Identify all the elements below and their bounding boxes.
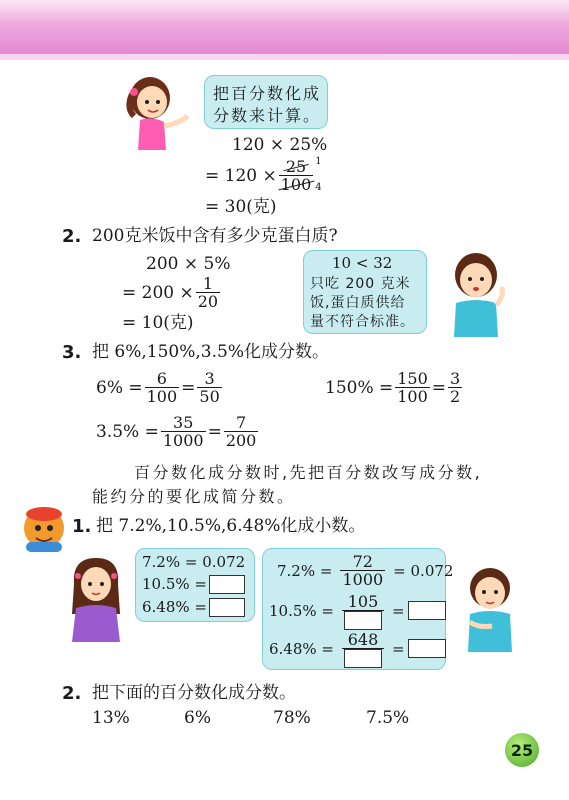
- ex1-question: 把 7.2%,10.5%,6.48%化成小数。: [96, 516, 366, 536]
- ex1-left-row2: [142, 574, 245, 594]
- exercise-mascot-icon: [20, 502, 68, 554]
- boy-student-illustration: [458, 562, 524, 654]
- rule-line-1: 百分数化成分数时,先把百分数改写成分数,: [134, 463, 483, 482]
- q3-eq1-f2d: 50: [199, 387, 220, 406]
- calc1-fraction: [279, 158, 314, 193]
- calc1-line2: [205, 155, 322, 194]
- ex1-right-row2-frac: [342, 593, 384, 628]
- q3-eq2-f2d: 2: [450, 387, 461, 406]
- ex1-right-row1-num: 72: [352, 552, 373, 571]
- hint-line-2: 分数来计算。: [213, 106, 322, 125]
- q2-bubble-line3: 饭,蛋白质供给: [310, 295, 406, 311]
- ex1-left-bubble: [135, 548, 255, 622]
- ex1-right-row2-lhs: 10.5% =: [269, 601, 334, 620]
- answer-box[interactable]: [408, 639, 446, 658]
- q3-eq1-f1n: 6: [156, 369, 167, 388]
- calc1-num: 25: [285, 157, 307, 176]
- answer-box[interactable]: [344, 611, 382, 630]
- ex1-right-row3: [269, 631, 446, 666]
- q3-eq1-frac2: [197, 370, 221, 405]
- ex2-item: 13%: [92, 708, 130, 728]
- girl-student-illustration: [64, 554, 128, 644]
- q2-question: 200克米饭中含有多少克蛋白质?: [92, 226, 338, 246]
- q3-eq3-frac1: [161, 414, 206, 449]
- q3-eq1-frac1: [145, 370, 180, 405]
- calc1-den: 100: [280, 175, 312, 194]
- hint-bubble-top: [204, 75, 328, 129]
- ex1-left-row2-lhs: 10.5% =: [142, 575, 207, 593]
- q3-eq3: [96, 414, 260, 449]
- ex2-item: 6%: [184, 708, 211, 728]
- ex1-number: 1.: [72, 516, 92, 537]
- boy-illustration: [438, 245, 516, 343]
- ex1-right-row1-frac: [340, 553, 385, 588]
- q2-line1: 200 × 5%: [146, 254, 231, 274]
- q2-num: 1: [202, 274, 214, 293]
- q3-eq3-lhs: 3.5% =: [96, 421, 159, 442]
- ex1-right-row2: [269, 593, 446, 628]
- q3-eq2-eq: =: [431, 377, 447, 398]
- q2-line2-prefix: = 200 ×: [122, 282, 194, 303]
- ex1-right-row3-lhs: 6.48% =: [269, 639, 334, 658]
- q2-hint-bubble: [303, 250, 427, 334]
- q3-eq2-frac1: [395, 370, 430, 405]
- ex1-right-row2-eq: =: [392, 601, 405, 620]
- q3-eq3-f2n: 7: [235, 413, 247, 432]
- q2-bubble-line1: 10 < 32: [332, 254, 393, 272]
- answer-box[interactable]: [344, 649, 382, 668]
- header-shine: [0, 0, 569, 22]
- ex1-right-row3-eq: =: [392, 639, 405, 658]
- page-header-band: [0, 0, 569, 60]
- ex1-right-row1-lhs: 7.2% =: [277, 561, 333, 580]
- ex2-item: 78%: [273, 708, 311, 728]
- page-number-badge: 25: [505, 733, 539, 767]
- ex1-left-row3: [142, 597, 245, 617]
- answer-box[interactable]: [209, 575, 245, 594]
- girl-illustration: [118, 72, 202, 156]
- q3-eq2-f2n: 3: [450, 369, 461, 388]
- ex1-right-row3-frac: [342, 631, 384, 666]
- q2-fraction: [196, 275, 220, 310]
- q3-eq3-frac2: [224, 414, 259, 449]
- q3-eq2-lhs: 150% =: [325, 377, 394, 398]
- q3-eq3-eq: =: [207, 421, 222, 442]
- ex1-right-row1-den: 1000: [342, 570, 384, 589]
- ex1-left-row1: 7.2% = 0.072: [142, 553, 246, 571]
- q3-eq2-f1n: 150: [397, 369, 428, 388]
- hint-line-1: 把百分数化成: [213, 84, 322, 103]
- ex1-right-bubble: [262, 548, 454, 670]
- rule-line-2: 能约分的要化成简分数。: [92, 487, 296, 506]
- answer-box[interactable]: [408, 601, 446, 620]
- q3-eq3-f1d: 1000: [162, 431, 204, 450]
- q3-eq1-f1d: 100: [146, 387, 178, 406]
- calc1-reduced-num: 1: [315, 155, 322, 167]
- q3-eq1-f2n: 3: [204, 369, 215, 388]
- q2-line3: = 10(克): [122, 313, 194, 333]
- ex1-right-row1-rhs: = 0.072: [393, 561, 454, 580]
- q2-line2: [122, 275, 222, 310]
- ex1-right-row3-num: 648: [347, 630, 379, 649]
- calc1-line1: 120 × 25%: [232, 135, 328, 155]
- q3-eq1-eq: =: [181, 377, 196, 398]
- ex2-question: 把下面的百分数化成分数。: [92, 683, 296, 703]
- calc1-reduced-den: 4: [315, 181, 322, 193]
- q2-number: 2.: [62, 226, 82, 247]
- q3-number: 3.: [62, 342, 82, 363]
- ex1-right-row2-num: 105: [347, 592, 379, 611]
- q3-eq2-frac2: [448, 370, 462, 405]
- answer-box[interactable]: [209, 598, 245, 617]
- q3-eq1: [96, 370, 224, 405]
- q3-question: 把 6%,150%,3.5%化成分数。: [92, 342, 329, 362]
- q3-eq1-lhs: 6% =: [96, 377, 143, 398]
- q2-bubble-line2: 只吃 200 克米: [310, 276, 411, 292]
- calc1-line3: = 30(克): [205, 197, 277, 217]
- calc1-line2-prefix: = 120 ×: [205, 165, 277, 186]
- ex2-number: 2.: [62, 683, 82, 704]
- q2-den: 20: [197, 292, 219, 311]
- ex2-item: 7.5%: [366, 708, 410, 728]
- ex1-right-row1: [277, 553, 453, 588]
- q3-eq3-f1n: 35: [173, 413, 194, 432]
- q3-eq2: [325, 370, 464, 405]
- q3-eq2-f1d: 100: [397, 387, 428, 406]
- ex1-left-row3-lhs: 6.48% =: [142, 598, 207, 616]
- header-stripe: [0, 54, 569, 60]
- q3-eq3-f2d: 200: [225, 431, 257, 450]
- q2-bubble-line4: 量不符合标准。: [310, 314, 415, 330]
